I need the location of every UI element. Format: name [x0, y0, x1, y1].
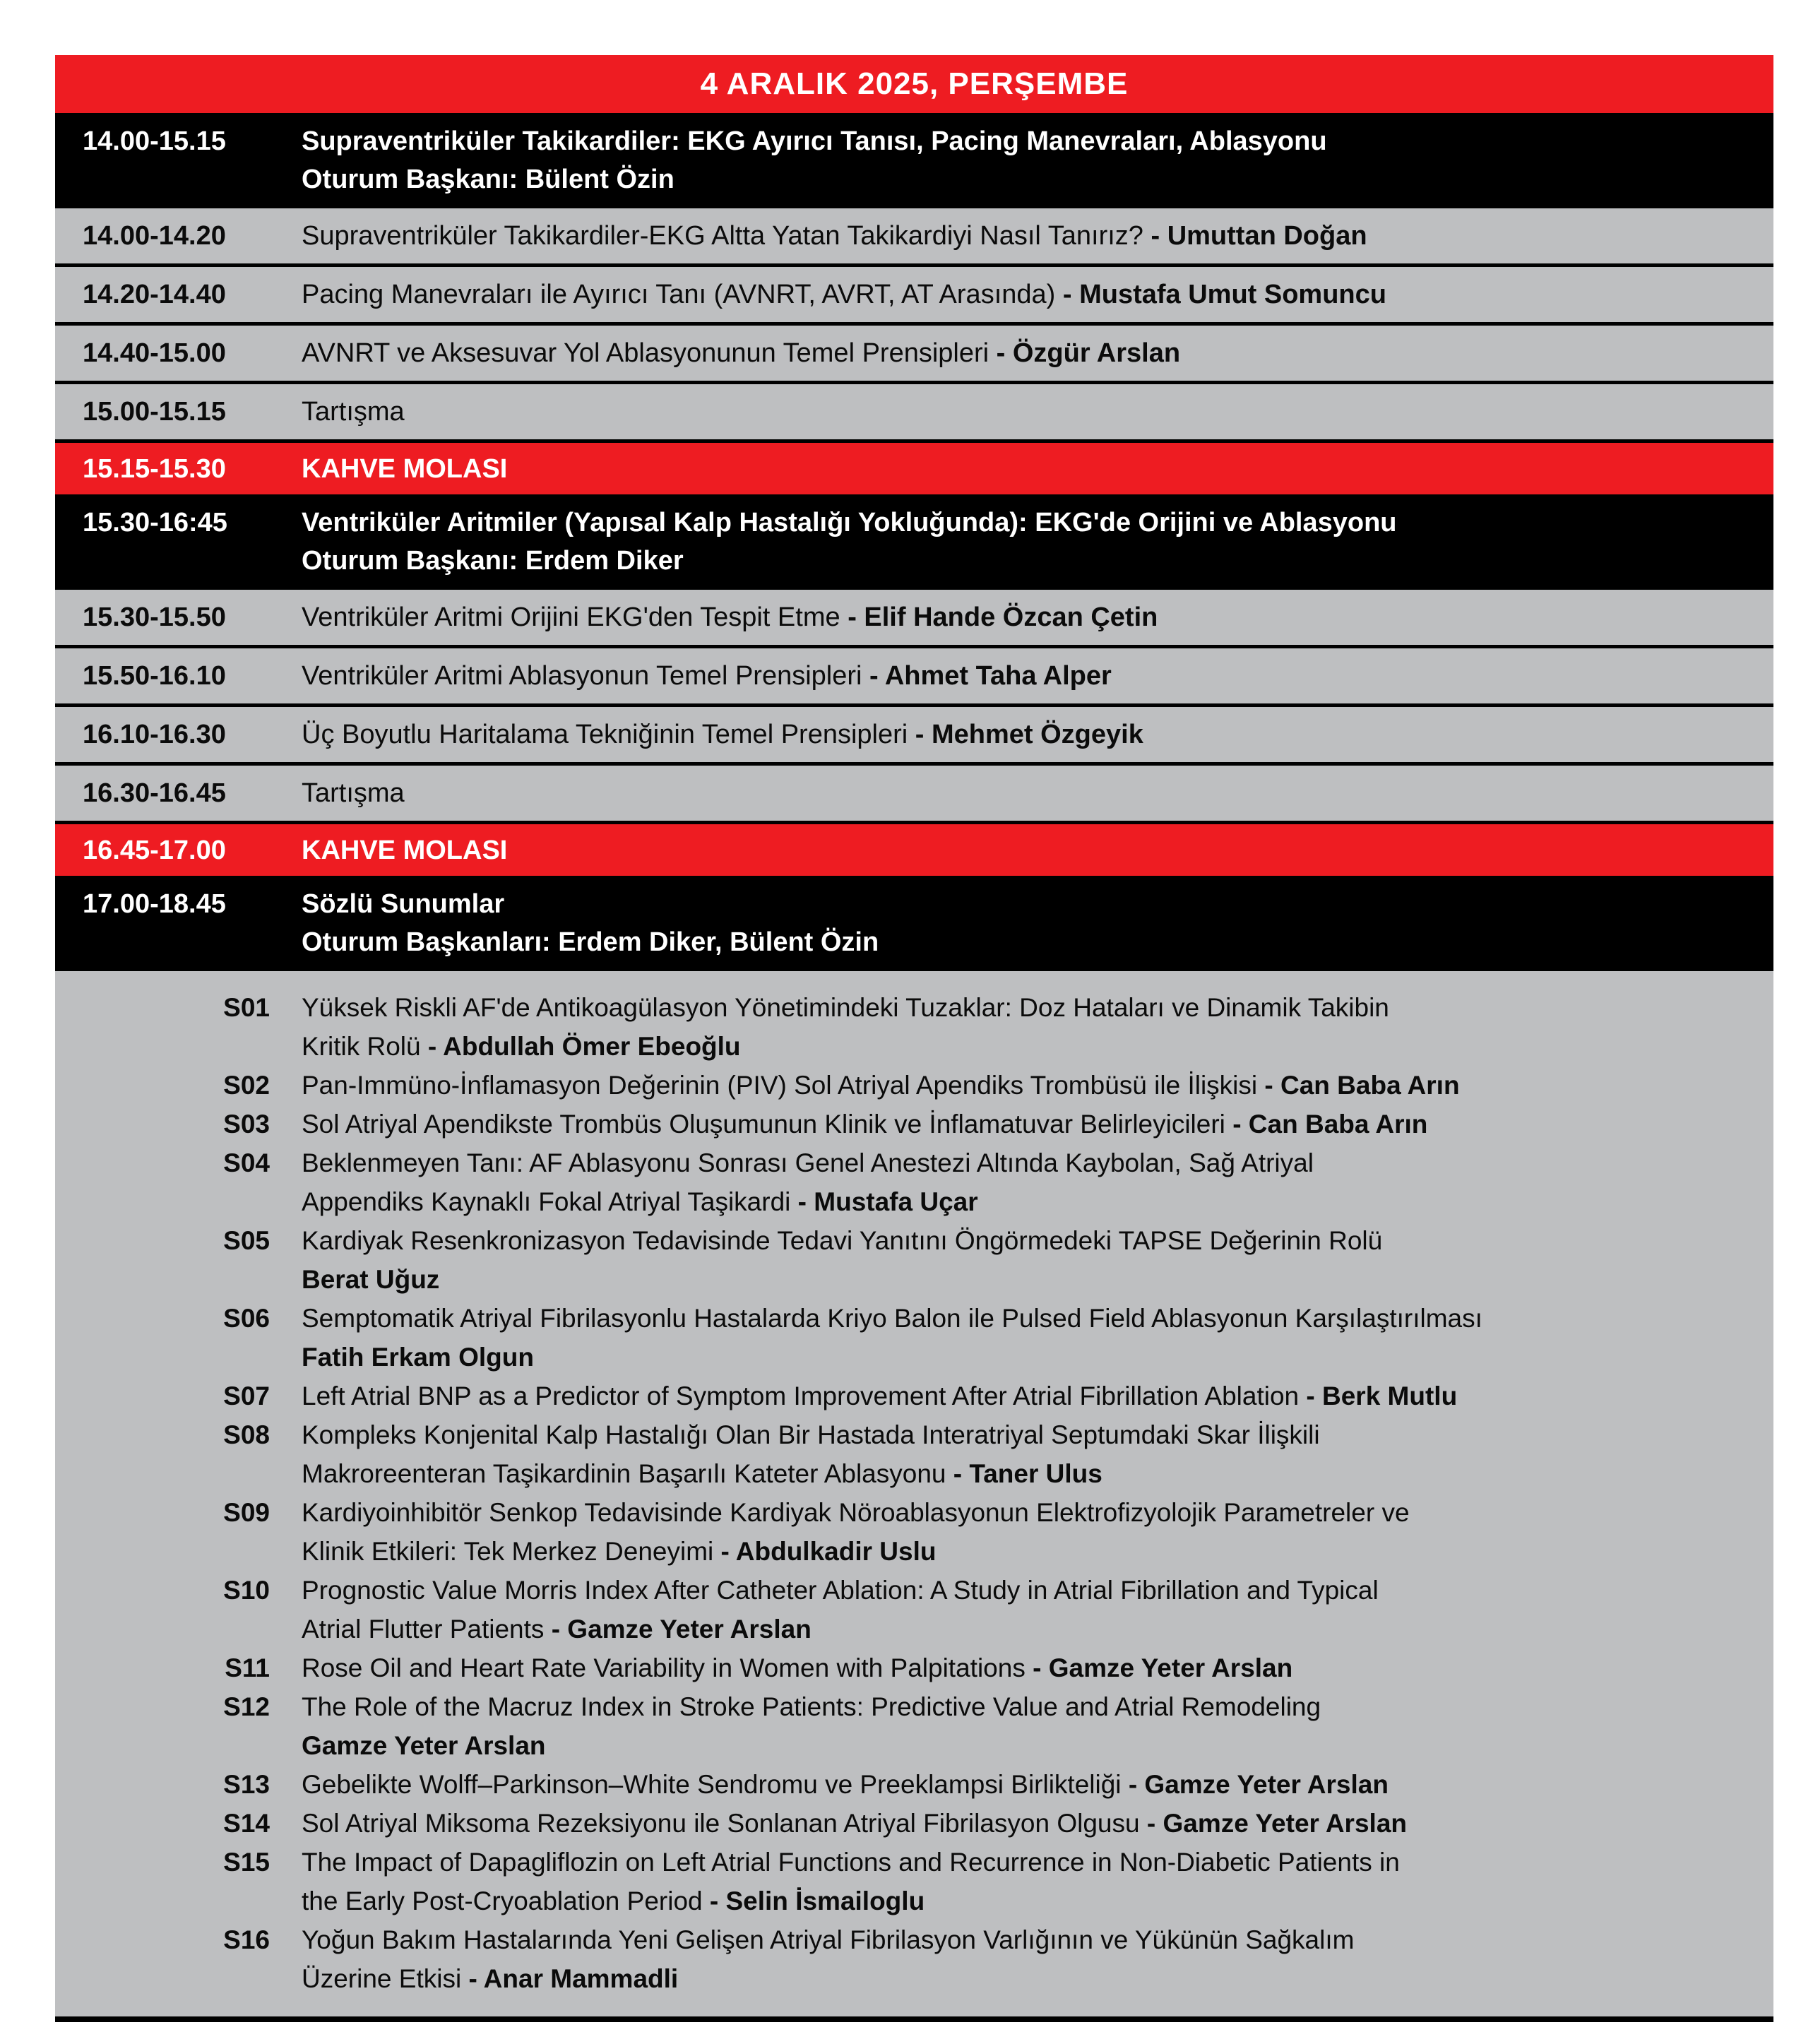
- content-cell: [302, 885, 1773, 961]
- content-cell: [302, 450, 1773, 488]
- text-line: [302, 1066, 1757, 1105]
- talk-text: Beklenmeyen Tanı: AF Ablasyonu Sonrası Genel Anestezi Altında Kaybolan, Sağ Atriyal: [302, 1148, 1314, 1177]
- coffee-break-row: [55, 821, 1773, 876]
- text-line: [302, 1493, 1757, 1532]
- speaker-name: Ventriküler Aritmiler (Yapısal Kalp Hastalığı Yokluğunda): EKG'de Orijini ve Ablasyonu: [302, 508, 1397, 537]
- text-line: [302, 122, 1757, 160]
- speaker-name: - Selin İsmailoglu: [709, 1886, 925, 1915]
- text-line: [302, 923, 1757, 961]
- time-cell: 14.40-15.00: [83, 338, 226, 368]
- talk-text: Atrial Flutter Patients: [302, 1615, 552, 1644]
- text-line: [302, 1260, 1757, 1299]
- oral-title: [302, 1299, 1773, 1377]
- time-cell: 16.10-16.30: [83, 720, 226, 749]
- oral-presentation-item: [55, 988, 1773, 1066]
- text-line: [302, 275, 1757, 314]
- text-line: [302, 715, 1757, 754]
- talk-text: Yoğun Bakım Hastalarında Yeni Gelişen Atriyal Fibrilasyon Varlığının ve Yükünün Sağkalım: [302, 1925, 1355, 1954]
- speaker-name: - Mehmet Özgeyik: [915, 720, 1143, 749]
- oral-code: S05: [223, 1226, 270, 1255]
- text-line: [302, 885, 1757, 923]
- talk-text: Gebelikte Wolff–Parkinson–White Sendromu ve Preeklampsi Birlikteliği: [302, 1770, 1129, 1799]
- oral-code: S16: [223, 1925, 270, 1954]
- text-line: [302, 1377, 1757, 1415]
- oral-code: S01: [223, 993, 270, 1022]
- oral-presentation-item: [55, 1571, 1773, 1648]
- talk-row: [55, 381, 1773, 439]
- content-cell: [302, 657, 1773, 695]
- coffee-break-row: [55, 439, 1773, 494]
- session-header-row: [55, 113, 1773, 208]
- session-header-row: [55, 876, 1773, 971]
- talk-text: Semptomatik Atriyal Fibrilasyonlu Hastalarda Kriyo Balon ile Pulsed Field Ablasyonun Karşılaştırılması: [302, 1304, 1482, 1333]
- oral-title: [302, 1843, 1773, 1920]
- oral-title: [302, 1571, 1773, 1648]
- talk-row: [55, 590, 1773, 645]
- oral-code: S14: [223, 1809, 270, 1838]
- text-line: [302, 598, 1757, 636]
- time-cell: 15.30-15.50: [83, 602, 226, 632]
- text-line: [302, 1415, 1757, 1454]
- text-line: [302, 1143, 1757, 1182]
- content-cell: [302, 393, 1773, 431]
- talk-text: Tartışma: [302, 397, 405, 427]
- talk-text: Ventriküler Aritmi Orijini EKG'den Tespit Etme: [302, 602, 848, 632]
- speaker-name: - Gamze Yeter Arslan: [1128, 1770, 1389, 1799]
- speaker-name: - Can Baba Arın: [1264, 1071, 1460, 1100]
- content-cell: [302, 122, 1773, 198]
- oral-presentation-item: [55, 1221, 1773, 1299]
- oral-title: [302, 988, 1773, 1066]
- oral-title: [302, 1066, 1773, 1105]
- text-line: [302, 1182, 1757, 1221]
- text-line: [302, 450, 1757, 488]
- speaker-name: Gamze Yeter Arslan: [302, 1731, 546, 1760]
- time-cell: 15.00-15.15: [83, 397, 226, 427]
- text-line: [302, 831, 1757, 869]
- content-cell: [302, 217, 1773, 255]
- speaker-name: KAHVE MOLASI: [302, 453, 508, 484]
- text-line: [302, 1610, 1757, 1648]
- time-cell: 14.20-14.40: [83, 280, 226, 309]
- oral-presentation-item: [55, 1687, 1773, 1765]
- time-cell: 16.30-16.45: [83, 778, 226, 808]
- oral-presentation-item: [55, 1493, 1773, 1571]
- oral-title: [302, 1493, 1773, 1571]
- talk-row: [55, 263, 1773, 322]
- oral-code: S04: [223, 1148, 270, 1177]
- time-cell: 15.15-15.30: [83, 453, 226, 484]
- talk-row: [55, 322, 1773, 381]
- text-line: [302, 1571, 1757, 1610]
- speaker-name: Fatih Erkam Olgun: [302, 1343, 534, 1372]
- text-line: [302, 1726, 1757, 1765]
- talk-text: Yüksek Riskli AF'de Antikoagülasyon Yönetimindeki Tuzaklar: Doz Hataları ve Dinamik Takibin: [302, 993, 1389, 1022]
- text-line: [302, 1843, 1757, 1882]
- oral-presentation-item: [55, 1066, 1773, 1105]
- text-line: [302, 1338, 1757, 1377]
- oral-code: S09: [223, 1498, 270, 1527]
- speaker-name: - Özgür Arslan: [996, 338, 1181, 368]
- speaker-name: Sözlü Sunumlar: [302, 889, 505, 919]
- speaker-name: - Berk Mutlu: [1306, 1382, 1458, 1410]
- speaker-name: KAHVE MOLASI: [302, 835, 508, 865]
- oral-code: S10: [223, 1576, 270, 1605]
- text-line: [302, 542, 1757, 580]
- text-line: [302, 393, 1757, 431]
- text-line: [302, 504, 1757, 542]
- oral-title: [302, 1143, 1773, 1221]
- talk-text: Ventriküler Aritmi Ablasyonun Temel Prensipleri: [302, 661, 870, 691]
- schedule-table: [55, 55, 1773, 2022]
- time-cell: 15.50-16.10: [83, 661, 226, 691]
- talk-text: AVNRT ve Aksesuvar Yol Ablasyonunun Temel Prensipleri: [302, 338, 997, 368]
- oral-title: [302, 1804, 1773, 1843]
- oral-presentation-item: [55, 1920, 1773, 1998]
- oral-presentation-item: [55, 1843, 1773, 1920]
- speaker-name: - Can Baba Arın: [1232, 1110, 1428, 1139]
- time-cell: 14.00-14.20: [83, 221, 226, 251]
- speaker-name: - Gamze Yeter Arslan: [551, 1615, 812, 1644]
- oral-presentation-item: [55, 1765, 1773, 1804]
- oral-title: [302, 1648, 1773, 1687]
- talk-text: Kompleks Konjenital Kalp Hastalığı Olan Bir Hastada Interatriyal Septumdaki Skar İlişkili: [302, 1420, 1320, 1449]
- talk-text: Rose Oil and Heart Rate Variability in Women with Palpitations: [302, 1653, 1033, 1682]
- text-line: [302, 1221, 1757, 1260]
- talk-text: Supraventriküler Takikardiler-EKG Altta Yatan Takikardiyi Nasıl Tanırız?: [302, 221, 1151, 251]
- speaker-name: Oturum Başkanları: Erdem Diker, Bülent Özin: [302, 927, 879, 957]
- text-line: [302, 988, 1757, 1027]
- oral-presentation-item: [55, 1299, 1773, 1377]
- text-line: [302, 1804, 1757, 1843]
- speaker-name: - Gamze Yeter Arslan: [1146, 1809, 1407, 1838]
- text-line: [302, 1920, 1757, 1959]
- speaker-name: Berat Uğuz: [302, 1265, 440, 1294]
- talk-text: Kardiyoinhibitör Senkop Tedavisinde Kardiyak Nöroablasyonun Elektrofizyolojik Parametreler ve: [302, 1498, 1410, 1527]
- talk-text: Left Atrial BNP as a Predictor of Symptom Improvement After Atrial Fibrillation Ablation: [302, 1382, 1307, 1410]
- talk-text: Klinik Etkileri: Tek Merkez Deneyimi: [302, 1537, 721, 1566]
- content-cell: [302, 831, 1773, 869]
- text-line: [302, 1105, 1757, 1143]
- content-cell: [302, 334, 1773, 372]
- oral-code: S15: [223, 1848, 270, 1877]
- text-line: [302, 1687, 1757, 1726]
- speaker-name: Oturum Başkanı: Bülent Özin: [302, 165, 674, 194]
- oral-title: [302, 1105, 1773, 1143]
- day-header-row: [55, 55, 1773, 113]
- time-cell: 16.45-17.00: [83, 835, 226, 865]
- content-cell: [302, 275, 1773, 314]
- talk-row: [55, 208, 1773, 263]
- text-line: [302, 1648, 1757, 1687]
- talk-text: Sol Atriyal Miksoma Rezeksiyonu ile Sonlanan Atriyal Fibrilasyon Olgusu: [302, 1809, 1147, 1838]
- speaker-name: Oturum Başkanı: Erdem Diker: [302, 546, 684, 576]
- oral-code: S07: [223, 1382, 270, 1410]
- table-bottom-bar: [55, 2016, 1773, 2022]
- oral-code: S13: [223, 1770, 270, 1799]
- oral-presentation-item: [55, 1415, 1773, 1493]
- time-cell: 17.00-18.45: [83, 889, 226, 919]
- talk-text: The Impact of Dapagliflozin on Left Atrial Functions and Recurrence in Non-Diabetic Patients in: [302, 1848, 1400, 1877]
- text-line: [302, 1299, 1757, 1338]
- speaker-name: - Taner Ulus: [953, 1459, 1102, 1488]
- talk-text: Makroreenteran Taşikardinin Başarılı Kateter Ablasyonu: [302, 1459, 953, 1488]
- oral-title: [302, 1765, 1773, 1804]
- oral-code: S02: [223, 1071, 270, 1100]
- talk-text: Üzerine Etkisi: [302, 1964, 469, 1993]
- text-line: [302, 657, 1757, 695]
- speaker-name: - Ahmet Taha Alper: [869, 661, 1112, 691]
- talk-text: Pacing Manevraları ile Ayırıcı Tanı (AVNRT, AVRT, AT Arasında): [302, 280, 1063, 309]
- oral-presentation-item: [55, 1377, 1773, 1415]
- time-cell: 15.30-16:45: [83, 508, 227, 537]
- schedule-rows: [55, 113, 1773, 2016]
- speaker-name: - Umuttan Doğan: [1151, 221, 1367, 251]
- talk-text: Üç Boyutlu Haritalama Tekniğinin Temel Prensipleri: [302, 720, 915, 749]
- text-line: [302, 774, 1757, 812]
- oral-code: S12: [223, 1692, 270, 1721]
- oral-code: S08: [223, 1420, 270, 1449]
- oral-code: S03: [223, 1110, 270, 1139]
- text-line: [302, 1454, 1757, 1493]
- content-cell: [302, 598, 1773, 636]
- text-line: [302, 1882, 1757, 1920]
- speaker-name: - Gamze Yeter Arslan: [1033, 1653, 1293, 1682]
- day-header-label: 4 ARALIK 2025, PERŞEMBE: [700, 66, 1129, 101]
- talk-text: Pan-Immüno-İnflamasyon Değerinin (PIV) Sol Atriyal Apendiks Trombüsü ile İlişkisi: [302, 1071, 1265, 1100]
- oral-code: S06: [223, 1304, 270, 1333]
- oral-presentation-item: [55, 1143, 1773, 1221]
- talk-text: Sol Atriyal Apendikste Trombüs Oluşumunun Klinik ve İnflamatuvar Belirleyicileri: [302, 1110, 1233, 1139]
- oral-presentation-item: [55, 1105, 1773, 1143]
- talk-text: Appendiks Kaynaklı Fokal Atriyal Taşikardi: [302, 1187, 798, 1216]
- talk-text: Tartışma: [302, 778, 405, 808]
- speaker-name: Supraventriküler Takikardiler: EKG Ayırıcı Tanısı, Pacing Manevraları, Ablasyonu: [302, 126, 1327, 156]
- speaker-name: - Abdulkadir Uslu: [720, 1537, 937, 1566]
- oral-title: [302, 1377, 1773, 1415]
- talk-row: [55, 645, 1773, 703]
- talk-text: the Early Post-Cryoablation Period: [302, 1886, 710, 1915]
- talk-text: Prognostic Value Morris Index After Catheter Ablation: A Study in Atrial Fibrillation and Typical: [302, 1576, 1379, 1605]
- speaker-name: - Anar Mammadli: [468, 1964, 679, 1993]
- oral-title: [302, 1221, 1773, 1299]
- speaker-name: - Abdullah Ömer Ebeoğlu: [427, 1032, 741, 1061]
- text-line: [302, 160, 1757, 198]
- time-cell: 14.00-15.15: [83, 126, 226, 156]
- speaker-name: - Mustafa Umut Somuncu: [1062, 280, 1386, 309]
- text-line: [302, 1959, 1757, 1998]
- talk-row: [55, 762, 1773, 821]
- text-line: [302, 1532, 1757, 1571]
- talk-text: Kardiyak Resenkronizasyon Tedavisinde Tedavi Yanıtını Öngörmedeki TAPSE Değerinin Rolü: [302, 1226, 1383, 1255]
- text-line: [302, 217, 1757, 255]
- text-line: [302, 334, 1757, 372]
- talk-text: Kritik Rolü: [302, 1032, 428, 1061]
- speaker-name: - Mustafa Uçar: [797, 1187, 978, 1216]
- speaker-name: - Elif Hande Özcan Çetin: [848, 602, 1158, 632]
- oral-title: [302, 1415, 1773, 1493]
- talk-row: [55, 703, 1773, 762]
- text-line: [302, 1027, 1757, 1066]
- talk-text: The Role of the Macruz Index in Stroke Patients: Predictive Value and Atrial Remodeling: [302, 1692, 1321, 1721]
- content-cell: [302, 504, 1773, 580]
- text-line: [302, 1765, 1757, 1804]
- oral-presentations-block: [55, 971, 1773, 2016]
- oral-code: S11: [225, 1653, 270, 1682]
- oral-title: [302, 1687, 1773, 1765]
- content-cell: [302, 774, 1773, 812]
- content-cell: [302, 715, 1773, 754]
- oral-presentation-item: [55, 1804, 1773, 1843]
- session-header-row: [55, 494, 1773, 590]
- oral-title: [302, 1920, 1773, 1998]
- oral-presentation-item: [55, 1648, 1773, 1687]
